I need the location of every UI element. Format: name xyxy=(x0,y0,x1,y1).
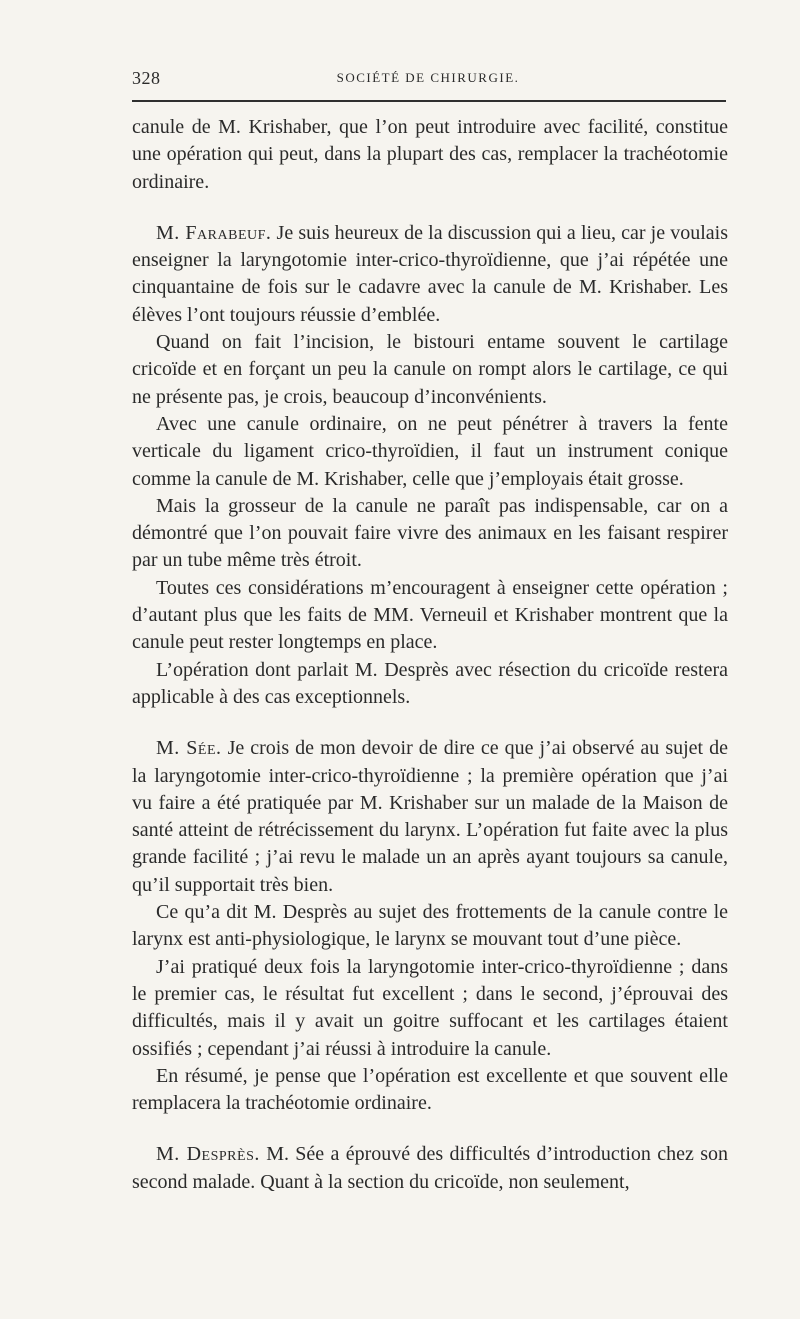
page-number: 328 xyxy=(132,68,161,88)
paragraph-text: En résumé, je pense que l’opération est excellente et que souvent elle remplacera la trachéotomie ordinaire. xyxy=(132,1064,728,1115)
paragraph-text: Je suis heureux de la discussion qui a lieu, car je voulais enseigner la laryngotomie inter-crico-thyroïdienne, que j’ai répétée une cinquantaine de fois sur le cadavre avec la canule de M. Krishaber. Les élèves l’ont toujours réussie d’emblée. xyxy=(132,221,728,326)
paragraph xyxy=(132,411,728,493)
paragraph xyxy=(132,899,728,954)
paragraph-text: Ce qu’a dit M. Desprès au sujet des frottements de la canule contre le larynx est anti-physiologique, le larynx se mouvant tout d’une pièce. xyxy=(132,901,728,951)
paragraph xyxy=(132,114,728,196)
paragraph-text: Quand on fait l’incision, le bistouri entame souvent le cartilage cricoïde et en forçant un peu la canule on rompt alors le cartilage, ce qui ne présente pas, je crois, beaucoup d’inconvénients. xyxy=(132,331,728,408)
paragraph xyxy=(132,954,728,1063)
paragraph xyxy=(132,329,728,411)
paragraph-text: Je crois de mon devoir de dire ce que j’ai observé au sujet de la laryngotomie inter-crico-thyroïdienne ; la première opération que j’ai vu faire a été pratiquée par M. Krishaber sur un malade de la Maison de santé atteint de rétrécissement du larynx. L’opération fut faite avec la plus grande facilité ; j’ai revu le malade un an après ayant toujours sa canule, qu’il supportait très bien. xyxy=(132,737,728,896)
paragraph xyxy=(132,1141,728,1196)
header-rule xyxy=(132,100,726,102)
paragraph-text: M. Sée a éprouvé des difficultés d’introduction chez son second malade. Quant à la section du cricoïde, non seulement, xyxy=(132,1143,728,1193)
paragraph-text: canule de M. Krishaber, que l’on peut introduire avec facilité, constitue une opération qui peut, dans la plupart des cas, remplacer la trachéotomie ordinaire. xyxy=(132,116,728,193)
speaker-name: M. Desprès. xyxy=(156,1143,260,1166)
paragraph xyxy=(132,1063,728,1118)
paragraph-text: L’opération dont parlait M. Desprès avec résection du cricoïde restera applicable à des cas exceptionnels. xyxy=(132,658,728,708)
speaker-name: M. Farabeuf. xyxy=(156,221,272,244)
paragraph xyxy=(132,735,728,899)
paragraph-text: J’ai pratiqué deux fois la laryngotomie inter-crico-thyroïdienne ; dans le premier cas, le résultat fut excellent ; dans le second, j’éprouvai des difficultés, mais il y avait un goitre suffocant et les cartilages étaient ossifiés ; cependant j’ai réussi à introduire la canule. xyxy=(132,955,728,1060)
paragraph-text: Toutes ces considérations m’encouragent à enseigner cette opération ; d’autant plus que les faits de MM. Verneuil et Krishaber montrent que la canule peut rester longtemps en place. xyxy=(132,576,728,654)
paragraph-text: Avec une canule ordinaire, on ne peut pénétrer à travers la fente verticale du ligament crico-thyroïdien, il faut un instrument conique comme la canule de M. Krishaber, celle que j’employais était grosse. xyxy=(132,412,728,490)
paragraph-text: Mais la grosseur de la canule ne paraît pas indispensable, car on a démontré que l’on pouvait faire vivre des animaux en les faisant respirer par un tube même très étroit. xyxy=(132,494,728,572)
speaker-name: M. Sée. xyxy=(156,737,222,760)
paragraph xyxy=(132,220,728,329)
body-text xyxy=(132,114,728,1196)
page-header xyxy=(132,58,724,88)
paragraph xyxy=(132,575,728,657)
paragraph xyxy=(132,657,728,712)
paragraph xyxy=(132,493,728,575)
running-title: SOCIÉTÉ DE CHIRURGIE. xyxy=(336,70,520,85)
